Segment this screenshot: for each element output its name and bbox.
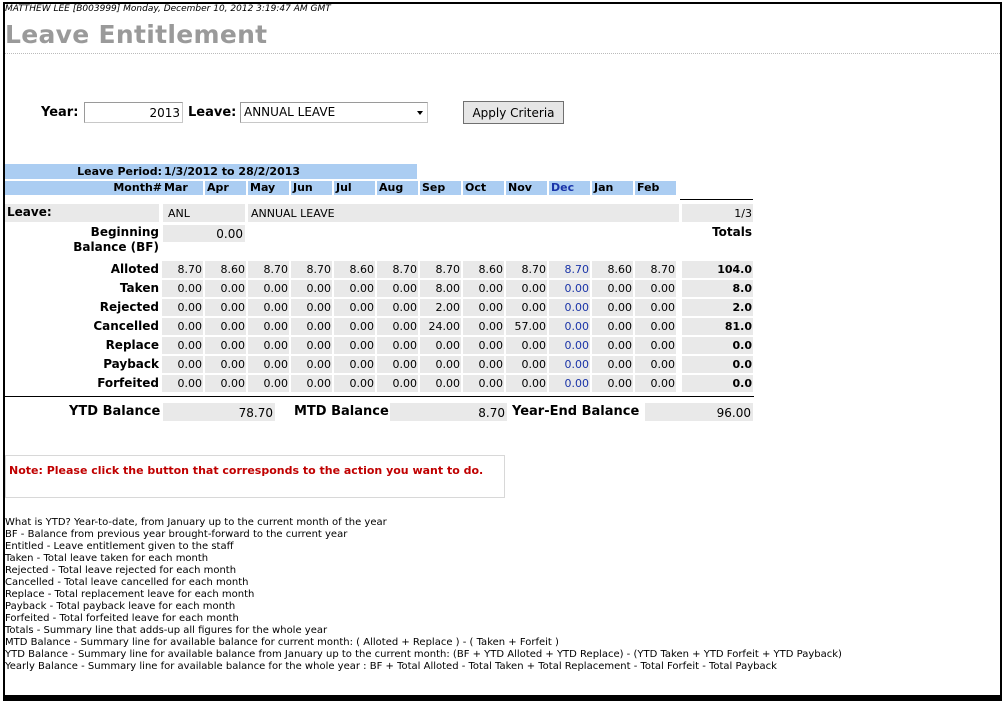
table-cell-value: 0.00: [263, 358, 288, 371]
apply-criteria-button[interactable]: Apply Criteria: [463, 101, 564, 124]
row-label-payback: Payback: [103, 357, 159, 371]
legend-line: Entitled - Leave entitlement given to the staff: [5, 541, 234, 552]
month-header-apr: Apr: [205, 181, 246, 195]
table-cell-value: 0.00: [564, 358, 589, 371]
leave-label: Leave:: [188, 105, 237, 120]
table-cell-value: 0.00: [607, 301, 632, 314]
year-end-balance-value: 96.00: [716, 406, 751, 420]
table-cell-value: 0.00: [392, 301, 417, 314]
legend-line: What is YTD? Year-to-date, from January up to the current month of the year: [5, 517, 387, 528]
leave-period-label: Leave Period:: [77, 165, 162, 178]
month-header-aug: Aug: [377, 181, 418, 195]
table-cell-value: 0.00: [478, 320, 503, 333]
row-total-replace: 0.0: [732, 339, 752, 352]
table-cell-value: 0.00: [349, 301, 374, 314]
table-cell-value: 8.70: [177, 263, 202, 276]
table-cell-value: 0.00: [564, 320, 589, 333]
month-header-jun: Jun: [291, 181, 332, 195]
table-cell-value: 2.00: [435, 301, 460, 314]
month-header-jan: Jan: [592, 181, 633, 195]
legend-line: Taken - Total leave taken for each month: [5, 553, 209, 564]
table-cell-value: 24.00: [428, 320, 460, 333]
table-cell-value: 0.00: [564, 301, 589, 314]
legend-line: MTD Balance - Summary line for available balance for current month: ( Alloted + Replace ) - ( Taken + Forfeit ): [5, 637, 559, 648]
legend-line: Replace - Total replacement leave for each month: [5, 589, 255, 600]
mtd-balance-value: 8.70: [478, 406, 505, 420]
table-cell-value: 0.00: [306, 358, 331, 371]
table-cell-value: 0.00: [349, 358, 374, 371]
table-cell-value: 0.00: [263, 320, 288, 333]
year-label: Year:: [41, 105, 79, 120]
row-total-forfeited: 0.0: [732, 377, 752, 390]
month-header-sep: Sep: [420, 181, 461, 195]
table-cell-value: 0.00: [306, 282, 331, 295]
beginning-balance-label: Beginning Balance (BF): [73, 225, 159, 254]
table-cell-value: 0.00: [607, 339, 632, 352]
balance-divider: [5, 396, 754, 397]
table-cell-value: 0.00: [392, 377, 417, 390]
table-cell-value: 8.70: [263, 263, 288, 276]
table-cell-value: 0.00: [220, 301, 245, 314]
month-header-jul: Jul: [334, 181, 375, 195]
table-cell-value: 8.60: [478, 263, 503, 276]
table-cell-value: 0.00: [607, 358, 632, 371]
month-header-dec: Dec: [549, 181, 590, 195]
table-cell-value: 8.00: [435, 282, 460, 295]
table-cell-value: 0.00: [306, 339, 331, 352]
ytd-balance-label: YTD Balance: [69, 404, 161, 419]
table-cell-value: 0.00: [220, 282, 245, 295]
table-cell-value: 0.00: [521, 358, 546, 371]
row-total-rejected: 2.0: [732, 301, 752, 314]
month-header-may: May: [248, 181, 289, 195]
table-cell-value: 0.00: [478, 282, 503, 295]
table-cell-value: 0.00: [220, 377, 245, 390]
table-cell-value: 0.00: [349, 339, 374, 352]
table-cell-value: 0.00: [564, 339, 589, 352]
table-cell-value: 0.00: [220, 339, 245, 352]
month-number-label: Month#: [113, 181, 162, 194]
table-cell-value: 0.00: [349, 282, 374, 295]
legend-line: Payback - Total payback leave for each month: [5, 601, 236, 612]
table-cell-value: 0.00: [263, 339, 288, 352]
table-cell-value: 0.00: [478, 377, 503, 390]
dropdown-arrow-icon[interactable]: [417, 111, 423, 115]
leave-row-label: Leave:: [7, 205, 52, 219]
table-cell-value: 57.00: [514, 320, 546, 333]
table-cell-value: 8.70: [306, 263, 331, 276]
beginning-balance-value: 0.00: [216, 227, 243, 241]
table-cell-value: 0.00: [650, 301, 675, 314]
legend-line: BF - Balance from previous year brought-forward to the current year: [5, 529, 348, 540]
table-cell-value: 8.70: [521, 263, 546, 276]
totals-top-rule: [680, 199, 753, 200]
table-cell-value: 0.00: [607, 282, 632, 295]
month-header-oct: Oct: [463, 181, 504, 195]
legend-line: Totals - Summary line that adds-up all figures for the whole year: [5, 625, 328, 636]
table-cell-value: 0.00: [521, 282, 546, 295]
table-cell-value: 0.00: [607, 377, 632, 390]
leave-type-select[interactable]: [240, 102, 428, 123]
table-cell-value: 0.00: [177, 320, 202, 333]
row-label-cancelled: Cancelled: [93, 319, 159, 333]
table-cell-value: 0.00: [349, 377, 374, 390]
month-header-nov: Nov: [506, 181, 547, 195]
table-cell-value: 0.00: [392, 282, 417, 295]
frame-bottom-border: [3, 697, 1002, 701]
row-total-cancelled: 81.0: [724, 320, 752, 333]
table-cell-value: 0.00: [177, 282, 202, 295]
user-session-line: MATTHEW LEE [B003999] Monday, December 10, 2012 3:19:47 AM GMT: [5, 4, 331, 14]
table-cell-value: 0.00: [392, 320, 417, 333]
legend-line: Forfeited - Total forfeited leave for each month: [5, 613, 239, 624]
table-cell-value: 8.70: [564, 263, 589, 276]
table-cell-value: 0.00: [435, 358, 460, 371]
row-label-rejected: Rejected: [99, 300, 159, 314]
table-cell-value: 0.00: [478, 301, 503, 314]
legend-definitions: [5, 517, 842, 673]
table-cell-value: 0.00: [564, 282, 589, 295]
table-cell-value: 0.00: [177, 339, 202, 352]
table-cell-value: 0.00: [650, 282, 675, 295]
table-cell-value: 0.00: [306, 301, 331, 314]
table-cell-value: 0.00: [263, 377, 288, 390]
table-cell-value: 8.60: [220, 263, 245, 276]
table-cell-value: 0.00: [177, 301, 202, 314]
table-cell-value: 0.00: [607, 320, 632, 333]
table-cell-value: 0.00: [435, 377, 460, 390]
ytd-balance-value: 78.70: [238, 406, 273, 420]
month-header-mar: Mar: [162, 181, 203, 195]
table-cell-value: 0.00: [263, 282, 288, 295]
year-input[interactable]: [84, 102, 183, 123]
table-cell-value: 8.70: [650, 263, 675, 276]
mtd-balance-label: MTD Balance: [294, 404, 389, 419]
table-cell-value: 0.00: [306, 320, 331, 333]
table-cell-value: 0.00: [177, 377, 202, 390]
month-header-feb: Feb: [635, 181, 676, 195]
table-cell-value: 0.00: [650, 339, 675, 352]
table-cell-value: 0.00: [220, 320, 245, 333]
row-label-forfeited: Forfeited: [97, 376, 159, 390]
table-cell-value: 0.00: [220, 358, 245, 371]
table-cell-value: 0.00: [392, 339, 417, 352]
table-cell-value: 0.00: [521, 301, 546, 314]
leave-name: ANNUAL LEAVE: [251, 207, 335, 220]
table-cell-value: 0.00: [521, 339, 546, 352]
table-cell-value: 8.70: [392, 263, 417, 276]
table-cell-value: 0.00: [564, 377, 589, 390]
table-cell-value: 0.00: [349, 320, 374, 333]
legend-line: YTD Balance - Summary line for available balance from January up to the current month: (BF + YTD Alloted + YTD Replace) - (YTD Taken + YTD Forfeit + YTD Payback): [5, 649, 842, 660]
year-end-balance-label: Year-End Balance: [512, 404, 640, 419]
table-cell-value: 8.60: [607, 263, 632, 276]
table-cell-value: 0.00: [650, 320, 675, 333]
table-cell-value: 0.00: [263, 301, 288, 314]
table-cell-value: 0.00: [392, 358, 417, 371]
table-cell-value: 0.00: [650, 377, 675, 390]
legend-line: Cancelled - Total leave cancelled for each month: [5, 577, 249, 588]
leave-type-selected-value: ANNUAL LEAVE: [244, 105, 336, 119]
table-cell-value: 0.00: [478, 358, 503, 371]
table-cell-value: 0.00: [521, 377, 546, 390]
page-title: Leave Entitlement: [5, 20, 268, 49]
legend-line: Yearly Balance - Summary line for available balance for the whole year : BF + Total Alloted - Total Taken + Total Replacement - Total Forfeit - Total Payback: [5, 661, 777, 672]
table-cell-value: 0.00: [306, 377, 331, 390]
table-cell-value: 0.00: [177, 358, 202, 371]
table-cell-value: 0.00: [650, 358, 675, 371]
row-label-replace: Replace: [105, 338, 159, 352]
row-label-alloted: Alloted: [110, 262, 159, 276]
title-divider: [5, 53, 1000, 54]
row-total-alloted: 104.0: [717, 263, 752, 276]
leave-page-indicator: 1/3: [734, 207, 752, 220]
row-total-taken: 8.0: [732, 282, 752, 295]
row-total-payback: 0.0: [732, 358, 752, 371]
table-cell-value: 8.60: [349, 263, 374, 276]
leave-code: ANL: [168, 207, 190, 220]
totals-header: Totals: [712, 225, 752, 239]
legend-line: Rejected - Total leave rejected for each month: [5, 565, 237, 576]
leave-period-value: 1/3/2012 to 28/2/2013: [164, 165, 301, 178]
table-cell-value: 0.00: [435, 339, 460, 352]
table-cell-value: 0.00: [478, 339, 503, 352]
table-cell-value: 8.70: [435, 263, 460, 276]
row-label-taken: Taken: [119, 281, 159, 295]
action-note: Note: Please click the button that corresponds to the action you want to do.: [9, 464, 484, 477]
